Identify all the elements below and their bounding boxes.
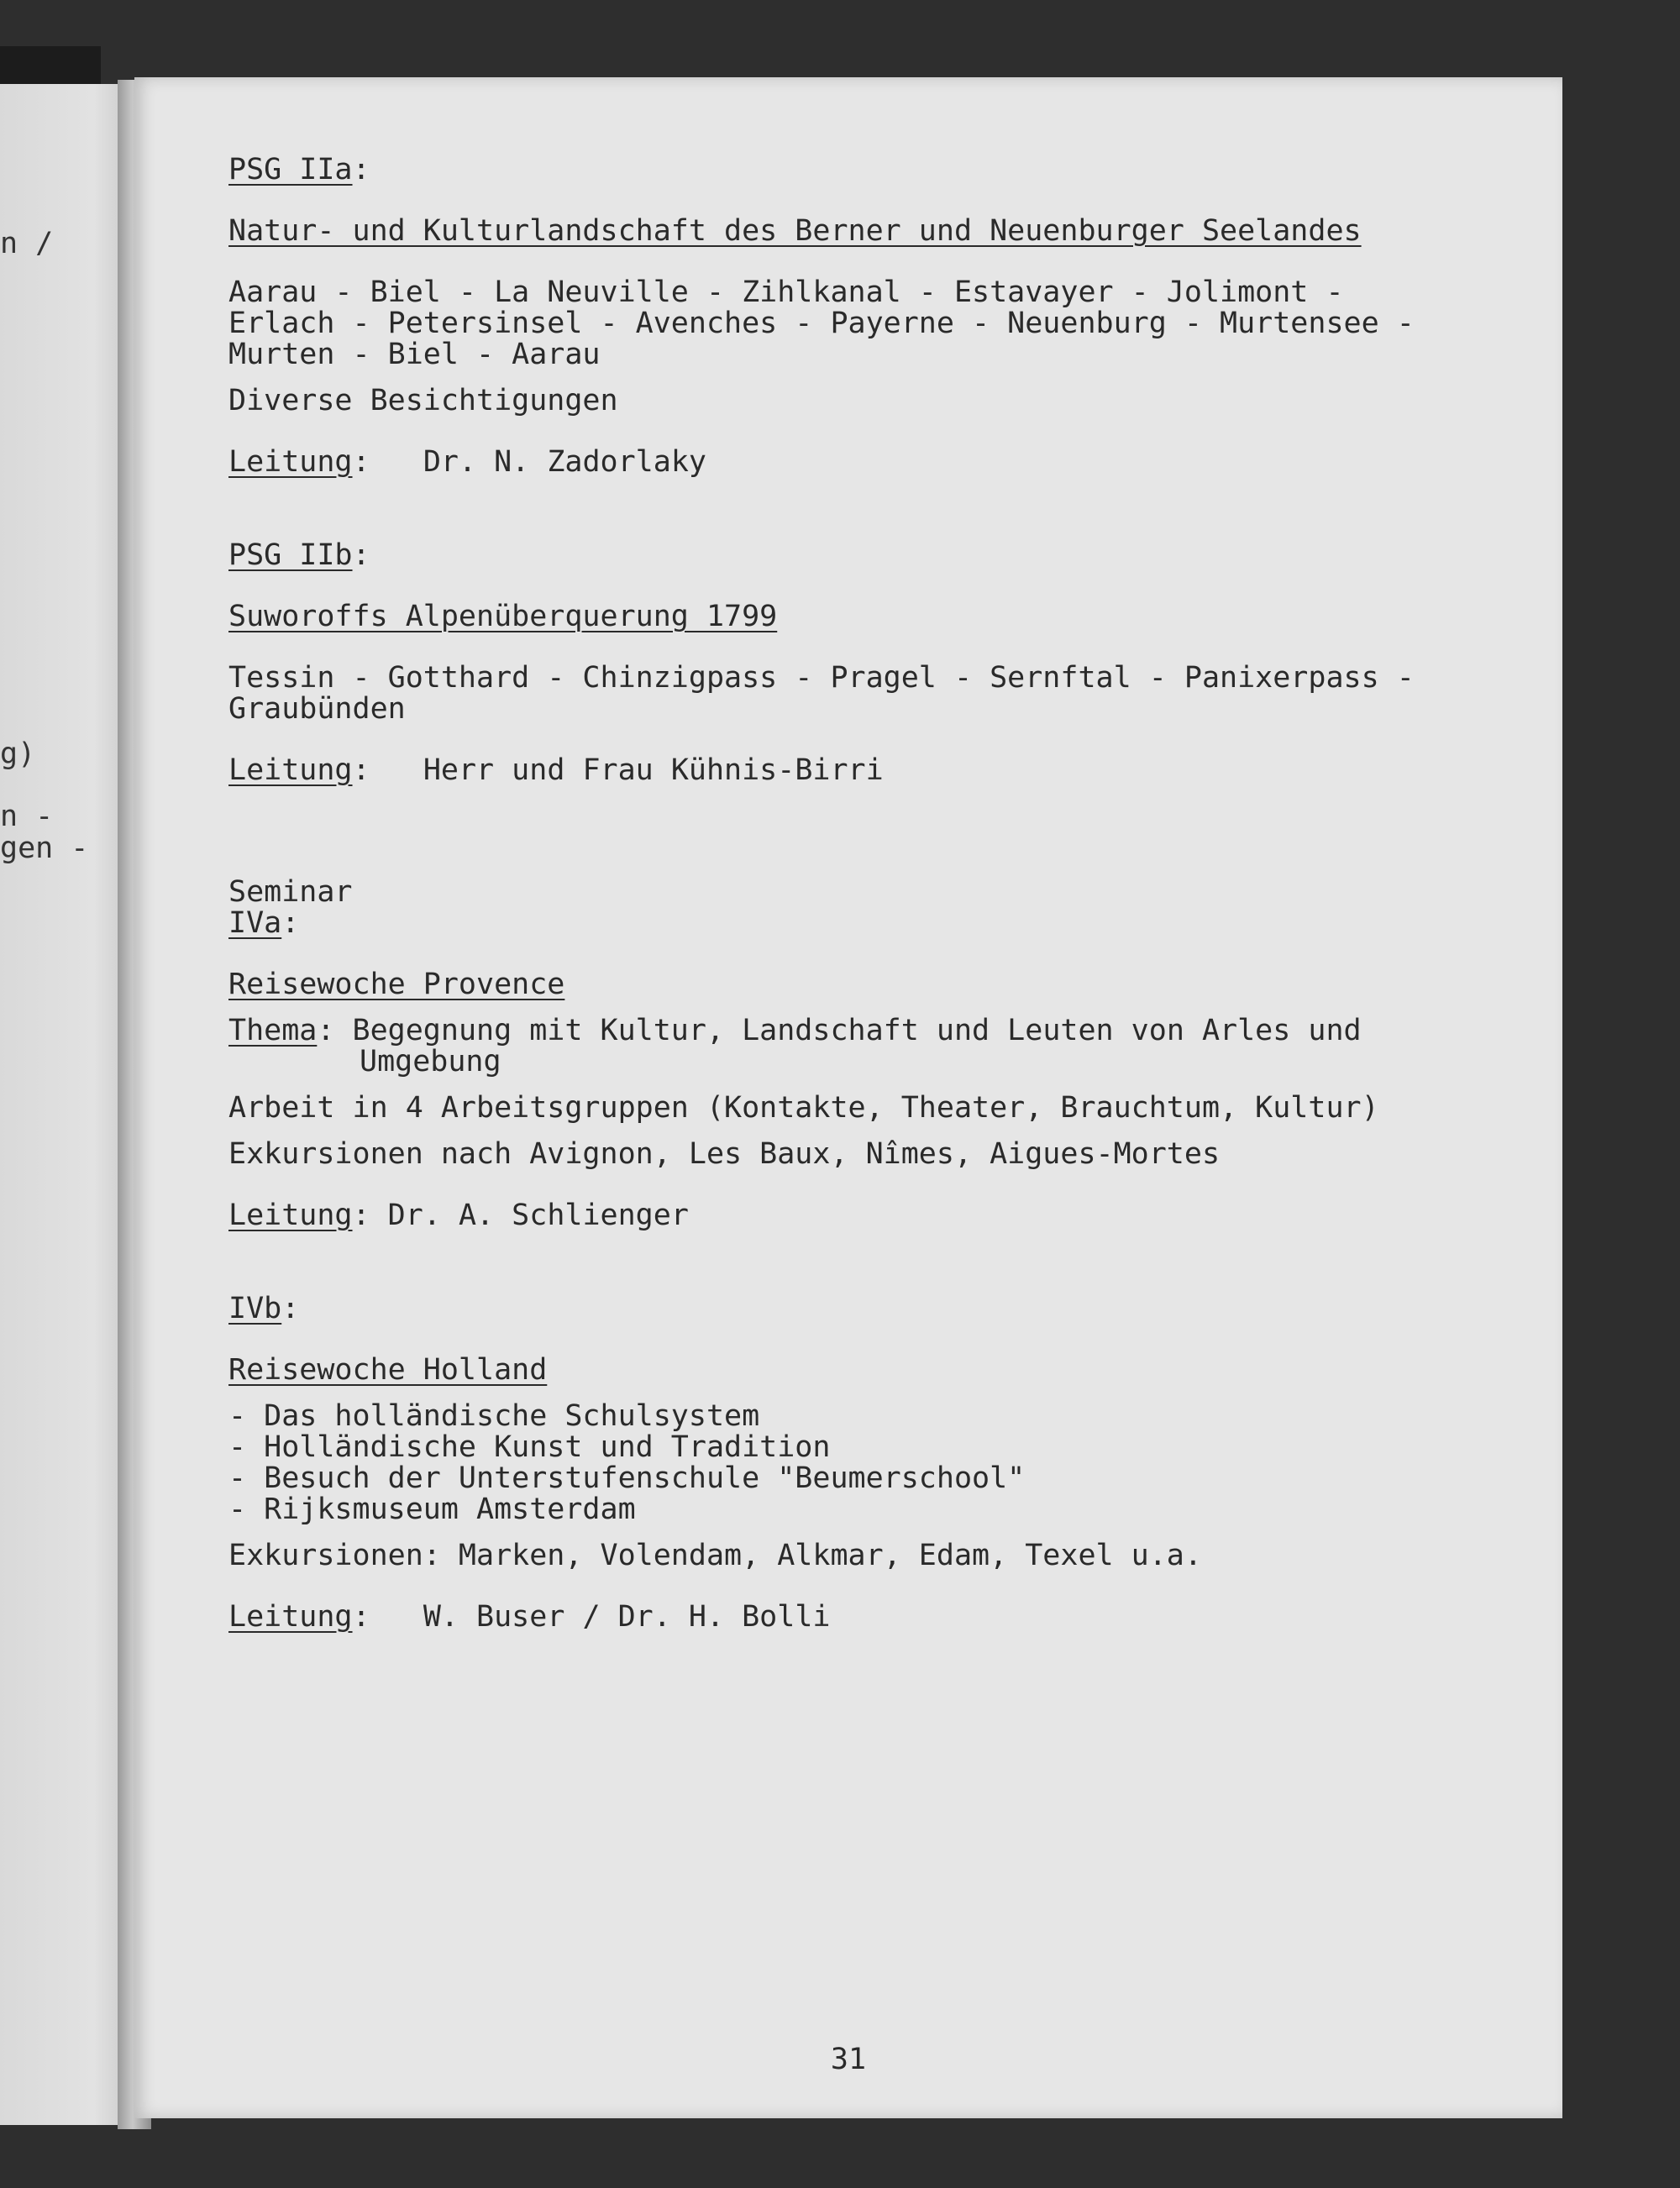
topic-list — [228, 1401, 1547, 1525]
list-item: - Das holländische Schulsystem — [228, 1399, 760, 1433]
route-line: Graubünden — [228, 692, 406, 726]
route-list — [228, 663, 1547, 725]
left-fragment-4: gen - — [0, 832, 89, 865]
heading-colon: : — [352, 153, 370, 186]
section-psg-2b — [228, 540, 1547, 786]
leitung-value: Dr. A. Schlienger — [387, 1199, 689, 1232]
leitung-value: Dr. N. Zadorlaky — [423, 445, 706, 479]
section-note: Diverse Besichtigungen — [228, 384, 618, 417]
section-heading — [228, 540, 1547, 571]
section-heading — [228, 908, 1547, 939]
exkursionen-line: Exkursionen nach Avignon, Les Baux, Nîmes, Aigues-Mortes — [228, 1137, 1221, 1171]
section-label: PSG IIa — [228, 153, 353, 186]
thema-line: Begegnung mit Kultur, Landschaft und Leuten von Arles und — [352, 1014, 1362, 1047]
thema-block: Thema: Begegnung mit Kultur, Landschaft und Leuten von Arles und Umgebung — [228, 1015, 1547, 1078]
previous-page-edge — [0, 84, 134, 2125]
heading-colon: : — [352, 538, 370, 572]
section-label: IVa — [228, 906, 282, 940]
section-title: Reisewoche Holland — [228, 1353, 548, 1387]
exkursionen-line: Exkursionen: Marken, Volendam, Alkmar, Edam, Texel u.a. — [228, 1539, 1202, 1572]
leitung-line: Leitung: Dr. A. Schlienger — [228, 1199, 689, 1232]
route-line: Murten - Biel - Aarau — [228, 338, 601, 371]
leitung-label: Leitung — [228, 445, 353, 479]
list-item: - Holländische Kunst und Tradition — [228, 1430, 831, 1464]
heading-colon: : — [281, 906, 300, 940]
section-seminar-4a — [228, 877, 1547, 1231]
left-fragment-2: g) — [0, 737, 36, 771]
section-label: IVb — [228, 1292, 282, 1325]
heading-colon: : — [281, 1292, 300, 1325]
section-psg-2a — [228, 155, 1547, 478]
seminar-prefix: Seminar — [228, 875, 353, 909]
page-number: 31 — [830, 2043, 867, 2076]
route-list — [228, 277, 1547, 370]
page-content — [228, 155, 1547, 1633]
section-heading — [228, 1293, 1547, 1325]
section-title: Natur- und Kulturlandschaft des Berner und Neuenburger Seelandes — [228, 214, 1362, 248]
leitung-value: Herr und Frau Kühnis-Birri — [423, 753, 884, 787]
route-line: Aarau - Biel - La Neuville - Zihlkanal - Estavayer - Jolimont - — [228, 275, 1344, 309]
document-page — [134, 77, 1562, 2118]
route-line: Tessin - Gotthard - Chinzigpass - Pragel - Sernftal - Panixerpass - — [228, 661, 1415, 695]
leitung-label: Leitung — [228, 753, 353, 787]
arbeit-line: Arbeit in 4 Arbeitsgruppen (Kontakte, Theater, Brauchtum, Kultur) — [228, 1091, 1379, 1125]
section-title: Suworoffs Alpenüberquerung 1799 — [228, 600, 778, 633]
section-label: PSG IIb — [228, 538, 353, 572]
leitung-label: Leitung — [228, 1600, 353, 1634]
thema-line: Umgebung — [360, 1045, 501, 1078]
leitung-line: Leitung: W. Buser / Dr. H. Bolli — [228, 1600, 831, 1634]
left-fragment-1: n / — [0, 227, 54, 260]
section-title: Reisewoche Provence — [228, 968, 565, 1001]
thema-label: Thema — [228, 1014, 318, 1047]
leitung-label: Leitung — [228, 1199, 353, 1232]
leitung-value: W. Buser / Dr. H. Bolli — [423, 1600, 831, 1634]
route-line: Erlach - Petersinsel - Avenches - Payerne - Neuenburg - Murtensee - — [228, 307, 1415, 340]
list-item: - Rijksmuseum Amsterdam — [228, 1493, 636, 1526]
left-fragment-3: n - — [0, 800, 54, 833]
binder-edge — [0, 46, 101, 84]
list-item: - Besuch der Unterstufenschule "Beumerschool" — [228, 1461, 1026, 1495]
section-heading — [228, 155, 1547, 186]
leitung-line: Leitung: Dr. N. Zadorlaky — [228, 445, 706, 479]
section-seminar-4b — [228, 1293, 1547, 1633]
leitung-line: Leitung: Herr und Frau Kühnis-Birri — [228, 753, 884, 787]
